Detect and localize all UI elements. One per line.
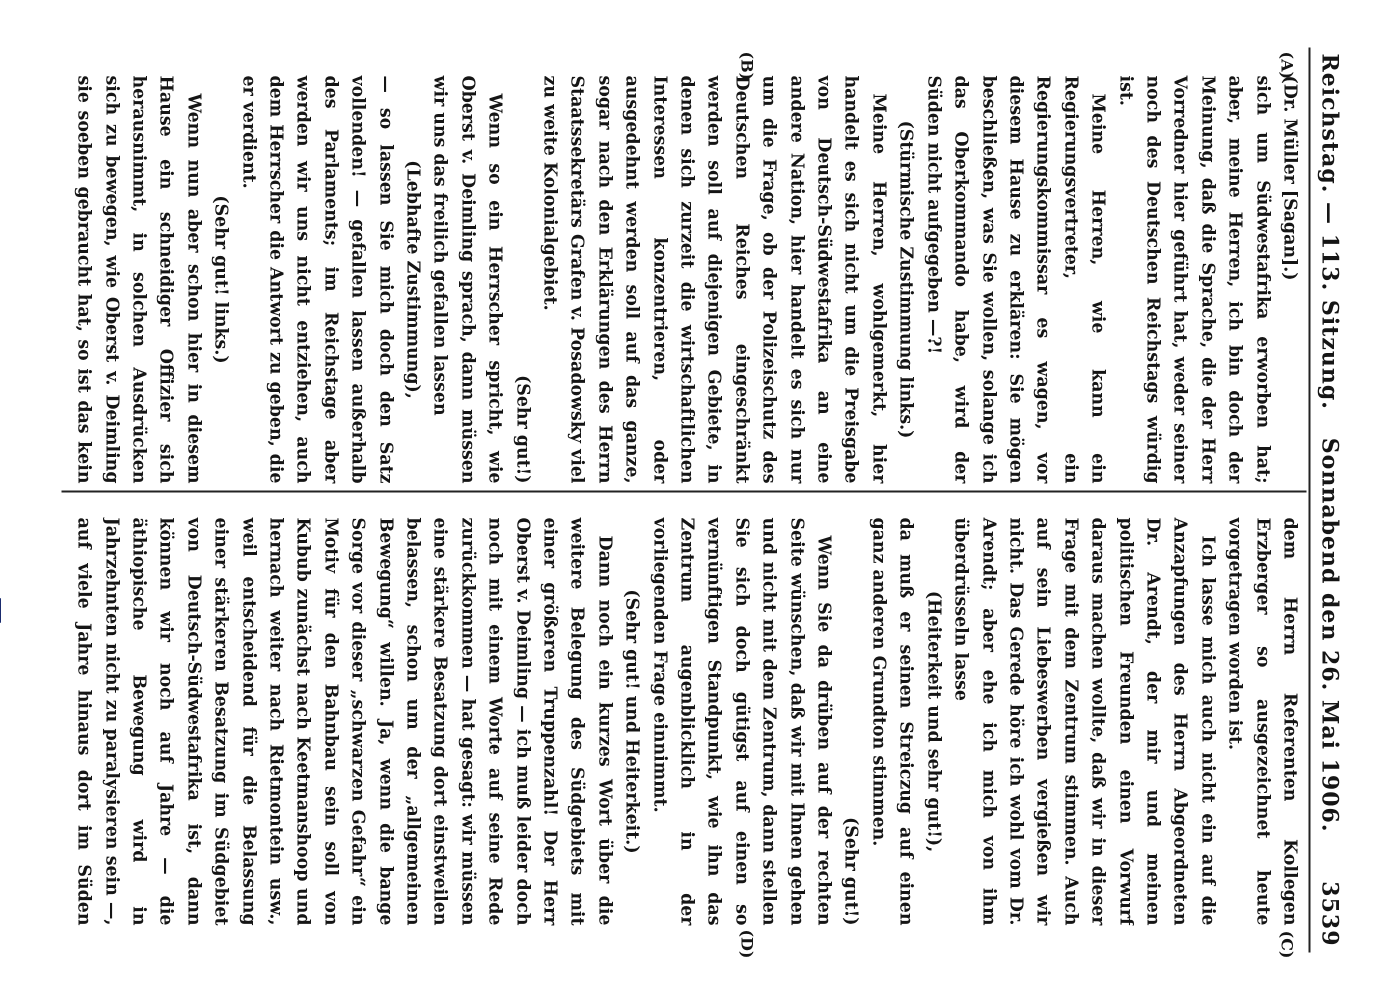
paragraph: dem Herrn Referenten Kollegen Erzberger so ausgezeichnet heute vorgetragen worden ist. [1224,517,1299,926]
header-date: Sonnabend den 26. Mai 1906. [1316,437,1342,833]
header-rule [1308,48,1310,953]
paragraph: Wenn nun aber schon hier in diesem Hause ein schneidiger Offizier sich herausnimmt, in solchen Ausdrücken sich zu bewegen, wie Oberst v. Deimling sie soeben gebraucht hat, so ist das kein [73,75,203,484]
margin-marker-c: (C) [1277,930,1296,959]
margin-marker-b: (B) [737,51,756,81]
text-column-right [67,518,1302,926]
paragraph: da muß er seinen Streiczug auf einen ganz anderen Grundton stimmen. [867,517,916,926]
margin-marker-d: (D) [737,929,756,959]
page-number: 3539 [1316,881,1342,947]
dfg-logo-icon [0,599,1,624]
paragraph: Wenn Sie da drüben auf der rechten Seite wünschen, daß wir mit Ihnen gehen und nicht mit dem Zentrum, dann stellen Sie sich doch gütigst auf einen so vernünftigen Standpunkt, wie ihn das Zentrum augenblicklich in der vorliegenden Frage einnimmt. [648,517,834,926]
credit-text [0,630,1,988]
digitization-credit [0,0,4,988]
paragraph: sich um Südwestafrika erworben hat; aber, meine Herren, ich bin doch der Meinung, daß die Sprache, die der Herr Vorredner hier geführt hat, weder seiner noch des Deutschen Reichstags würdig ist. [1114,75,1272,484]
rotated-newspaper-page [61,48,1346,959]
header-left-title: Reichstag. — 113. Sitzung. [1316,53,1342,410]
page-header [1312,48,1346,953]
paragraph: Meine Herren, wohlgemerkt, hier handelt es sich nicht um die Preisgabe von Deutsch-Südwestafrika an eine andere Nation, hier handelt es sich nur um die Frage, ob der Polizeischutz des Deutschen Reiches eingeschränkt werden soll auf diejenigen Gebiete, in denen sich zurzeit die wirtschaftlichen Interessen konzentrieren, oder ausgedehnt werden soll auf das ganze, sogar nach den Erklärungen des Herrn Staatssekretärs Grafen v. Posadowsky viel zu weite Kolonialgebiet. [539,75,888,484]
interjection: (Lebhafte Zustimmung), [402,160,422,399]
paragraph: (Dr. Müller [Sagan].) [1279,75,1299,281]
paragraph: — so lassen Sie mich doch den Satz vollenden! — gefallen lassen außerhalb des Parlaments; im Reichstage aber werden wir uns nicht entziehen, auch dem Herrscher die Antwort zu geben, die er verdient. [237,75,395,484]
interjection: (Sehr gut! links.) [210,195,231,364]
margin-marker-a: (A) [1277,51,1296,80]
interjection: (Sehr gut! und Heiterkeit.) [621,589,642,854]
text-column-left [67,76,1302,484]
interjection: (Heiterkeit und sehr gut!), [922,590,943,853]
paragraph: Meine Herren, wie kann ein Regierungsvertreter, ein Regierungskommissar es wagen, vor diesem Hause zu erklären: Sie mögen beschließen, was Sie wollen, solange ich das Oberkommando habe, wird der Süden nicht aufgegeben —?! [922,75,1108,484]
column-divider [61,491,1306,493]
paragraph: Dann noch ein kurzes Wort über die weitere Belegung des Südgebiets mit einer größeren Truppenzahl! Der Herr Oberst v. Deimling — ich muß leider doch noch mit einem Worte auf seine Rede zurückkommen — hat gesagt: wir müssen eine stärkere Besatzung dort einstweilen belassen, schon um der „allgemeinen Bewegung“ willen. Ja, wenn die bange Sorge vor dieser „schwarzen Gefahr“ ein Motiv für den Bahnbau sein soll von Kubub zunächst nach Keetmanshoop und hernach weiter nach Rietmontein usw., weil entscheidend für die Belassung einer stärkeren Besatzung im Südgebiet von Deutsch-Südwestafrika ist, dann können wir noch auf Jahre — die äthiopische Bewegung wird in Jahrzehnten nicht zu paralysieren sein —, auf viele Jahre hinaus dort im Süden [73,517,614,926]
paragraph: Ich lasse mich auch nicht ein auf die Anzapfungen des Herrn Abgeordneten Dr. Arendt, der mir und meinen politischen Freunden einen Vorwurf daraus machen wollte, daß wir in dieser Frage mit dem Zentrum stimmen. Auch auf sein Liebeswerben vergießen wir nicht. Das Gerede höre ich wohl vom Dr. Arendt; aber ehe ich mich von ihm überdrüsseln lasse [950,517,1217,926]
interjection: (Sehr gut!) [840,817,861,926]
paragraph: Wenn so ein Herrscher spricht, wie Oberst v. Deimling sprach, dann müssen wir uns das freilich gefallen lassen [429,75,505,484]
interjection: (Sehr gut!) [511,375,532,484]
interjection: (Stürmische Zustimmung links.) [895,120,916,439]
